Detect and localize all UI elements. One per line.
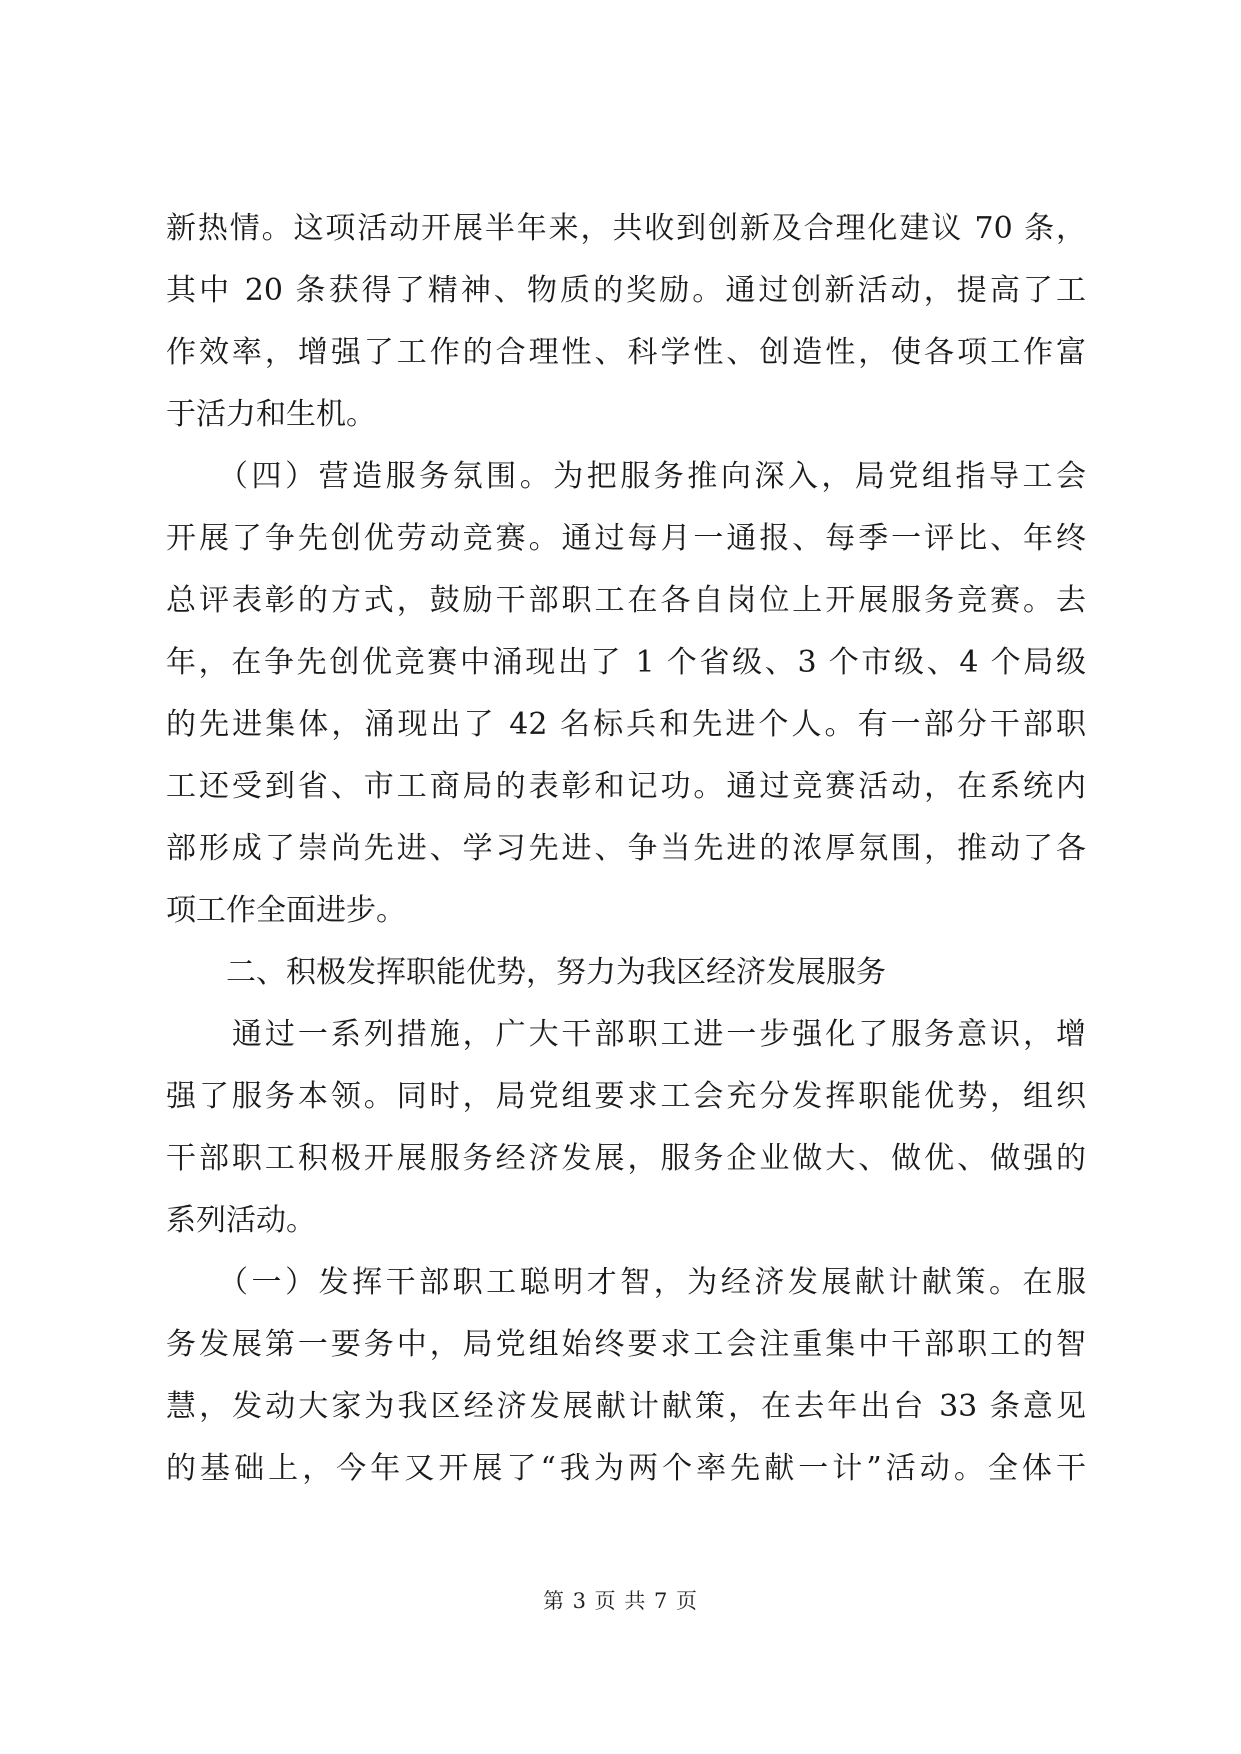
page-number-footer: 第 3 页 共 7 页 — [542, 1589, 699, 1613]
text-line: 部形成了崇尚先进、学习先进、争当先进的浓厚氛围，推动了各 — [166, 831, 1086, 866]
text-line: 强了服务本领。同时，局党组要求工会充分发挥职能优势，组织 — [166, 1079, 1086, 1114]
text-line: 开展了争先创优劳动竞赛。通过每月一通报、每季一评比、年终 — [166, 521, 1086, 556]
text-line: 项工作全面进步。 — [166, 893, 406, 928]
text-line: （一）发挥干部职工聪明才智，为经济发展献计献策。在服 — [166, 1265, 1086, 1300]
text-line: 工还受到省、市工商局的表彰和记功。通过竞赛活动，在系统内 — [166, 769, 1086, 804]
text-line: 干部职工积极开展服务经济发展，服务企业做大、做优、做强的 — [166, 1141, 1086, 1176]
text-line: 系列活动。 — [166, 1203, 316, 1238]
text-line: 的先进集体，涌现出了 42 名标兵和先进个人。有一部分干部职 — [166, 707, 1086, 742]
text-line: 的基础上，今年又开展了“我为两个率先献一计”活动。全体干 — [166, 1451, 1086, 1486]
text-line: 新热情。这项活动开展半年来，共收到创新及合理化建议 70 条， — [166, 211, 1086, 246]
section-heading: 二、积极发挥职能优势，努力为我区经济发展服务 — [166, 955, 886, 990]
text-line: 慧，发动大家为我区经济发展献计献策，在去年出台 33 条意见 — [166, 1389, 1086, 1424]
text-line: （四）营造服务氛围。为把服务推向深入，局党组指导工会 — [166, 459, 1086, 494]
text-line: 于活力和生机。 — [166, 397, 376, 432]
document-body — [166, 198, 1086, 1500]
text-line: 作效率，增强了工作的合理性、科学性、创造性，使各项工作富 — [166, 335, 1086, 370]
text-line: 年，在争先创优竞赛中涌现出了 1 个省级、3 个市级、4 个局级 — [166, 645, 1086, 680]
text-line: 其中 20 条获得了精神、物质的奖励。通过创新活动，提高了工 — [166, 273, 1086, 308]
text-line: 务发展第一要务中，局党组始终要求工会注重集中干部职工的智 — [166, 1327, 1086, 1362]
text-line: 总评表彰的方式，鼓励干部职工在各自岗位上开展服务竞赛。去 — [166, 583, 1086, 618]
text-line: 通过一系列措施，广大干部职工进一步强化了服务意识，增 — [166, 1017, 1086, 1052]
